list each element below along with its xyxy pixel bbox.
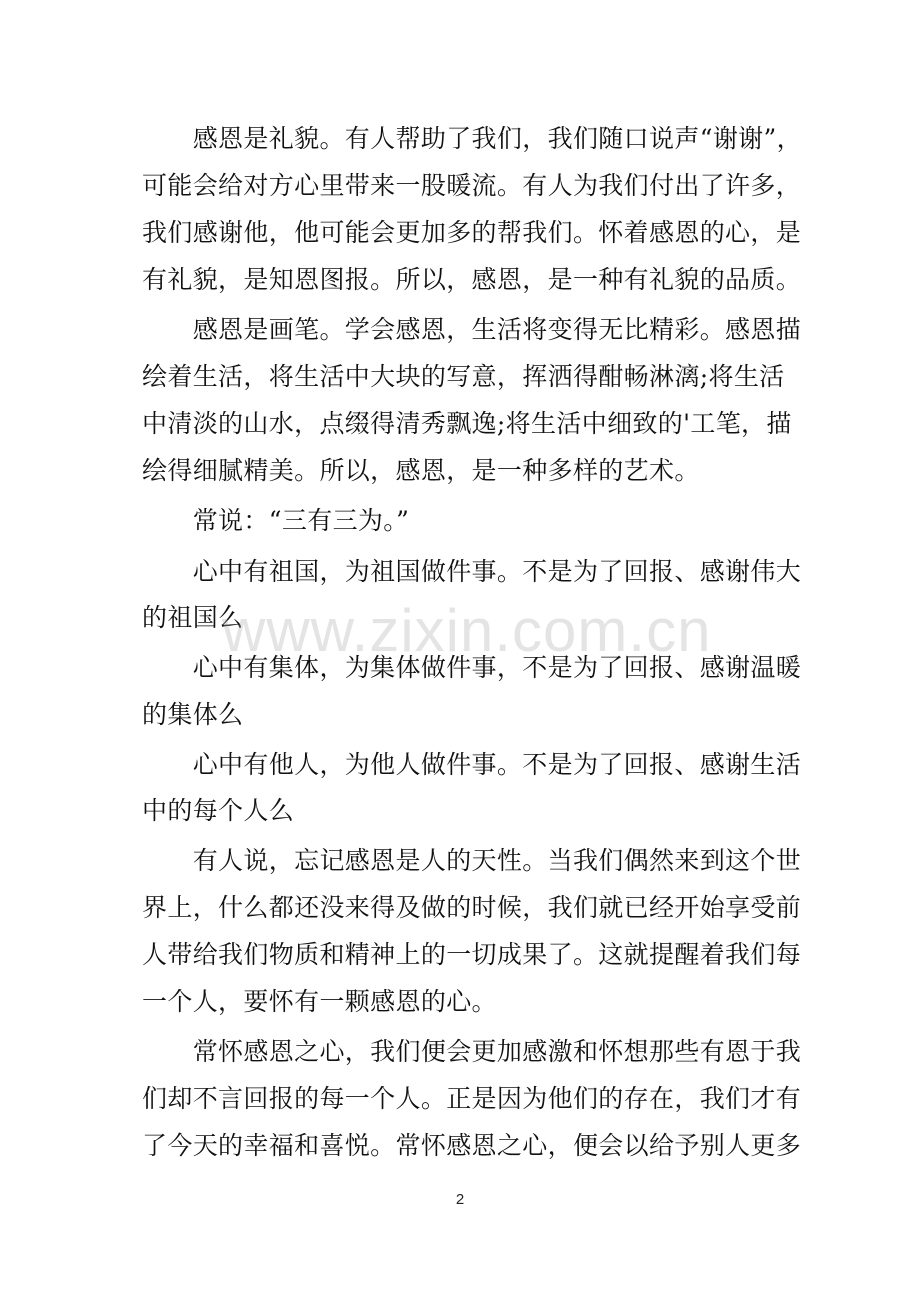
text-line: 绘得细腻精美。所以，感恩，是一种多样的艺术。: [142, 456, 700, 485]
text-line: 界上，什么都还没来得及做的时候，我们就已经开始享受前: [142, 893, 802, 922]
text-line: 的祖国么: [142, 603, 244, 632]
text-line: 感恩是画笔。学会感恩，生活将变得无比精彩。感恩描: [142, 315, 802, 344]
text-line: 有人说，忘记感恩是人的天性。当我们偶然来到这个世: [142, 846, 802, 875]
text-line: 的集体么: [142, 700, 244, 729]
watermark: www.zixin.com.cn: [222, 597, 712, 664]
text-line: 中的每个人么: [142, 796, 295, 825]
text-line: 有礼貌，是知恩图报。所以，感恩，是一种有礼貌的品质。: [142, 265, 802, 294]
text-line: 了今天的幸福和喜悦。常怀感恩之心，便会以给予别人更多: [142, 1131, 802, 1160]
text-line: 们却不言回报的每一个人。正是因为他们的存在，我们才有: [142, 1084, 802, 1113]
text-line: 可能会给对方心里带来一股暖流。有人为我们付出了许多，: [142, 171, 802, 200]
text-line: 绘着生活，将生活中大块的写意，挥洒得酣畅淋漓;将生活: [142, 362, 785, 391]
text-line: 常说：“三有三为。”: [142, 506, 410, 535]
text-line: 心中有集体，为集体做件事，不是为了回报、感谢温暖: [142, 653, 802, 682]
text-line: 常怀感恩之心，我们便会更加感激和怀想那些有恩于我: [142, 1037, 802, 1066]
text-line: 我们感谢他，他可能会更加多的帮我们。怀着感恩的心，是: [142, 218, 802, 247]
text-line: 一个人，要怀有一颗感恩的心。: [142, 987, 497, 1016]
text-line: 感恩是礼貌。有人帮助了我们，我们随口说声“谢谢”，: [142, 124, 803, 153]
text-line: 心中有他人，为他人做件事。不是为了回报、感谢生活: [142, 750, 802, 779]
text-line: 人带给我们物质和精神上的一切成果了。这就提醒着我们每: [142, 940, 802, 969]
text-line: 心中有祖国，为祖国做件事。不是为了回报、感谢伟大: [142, 557, 802, 586]
text-line: 中清淡的山水，点缀得清秀飘逸;将生活中细致的'工笔，描: [142, 409, 792, 438]
page-number: 2: [455, 1191, 465, 1208]
